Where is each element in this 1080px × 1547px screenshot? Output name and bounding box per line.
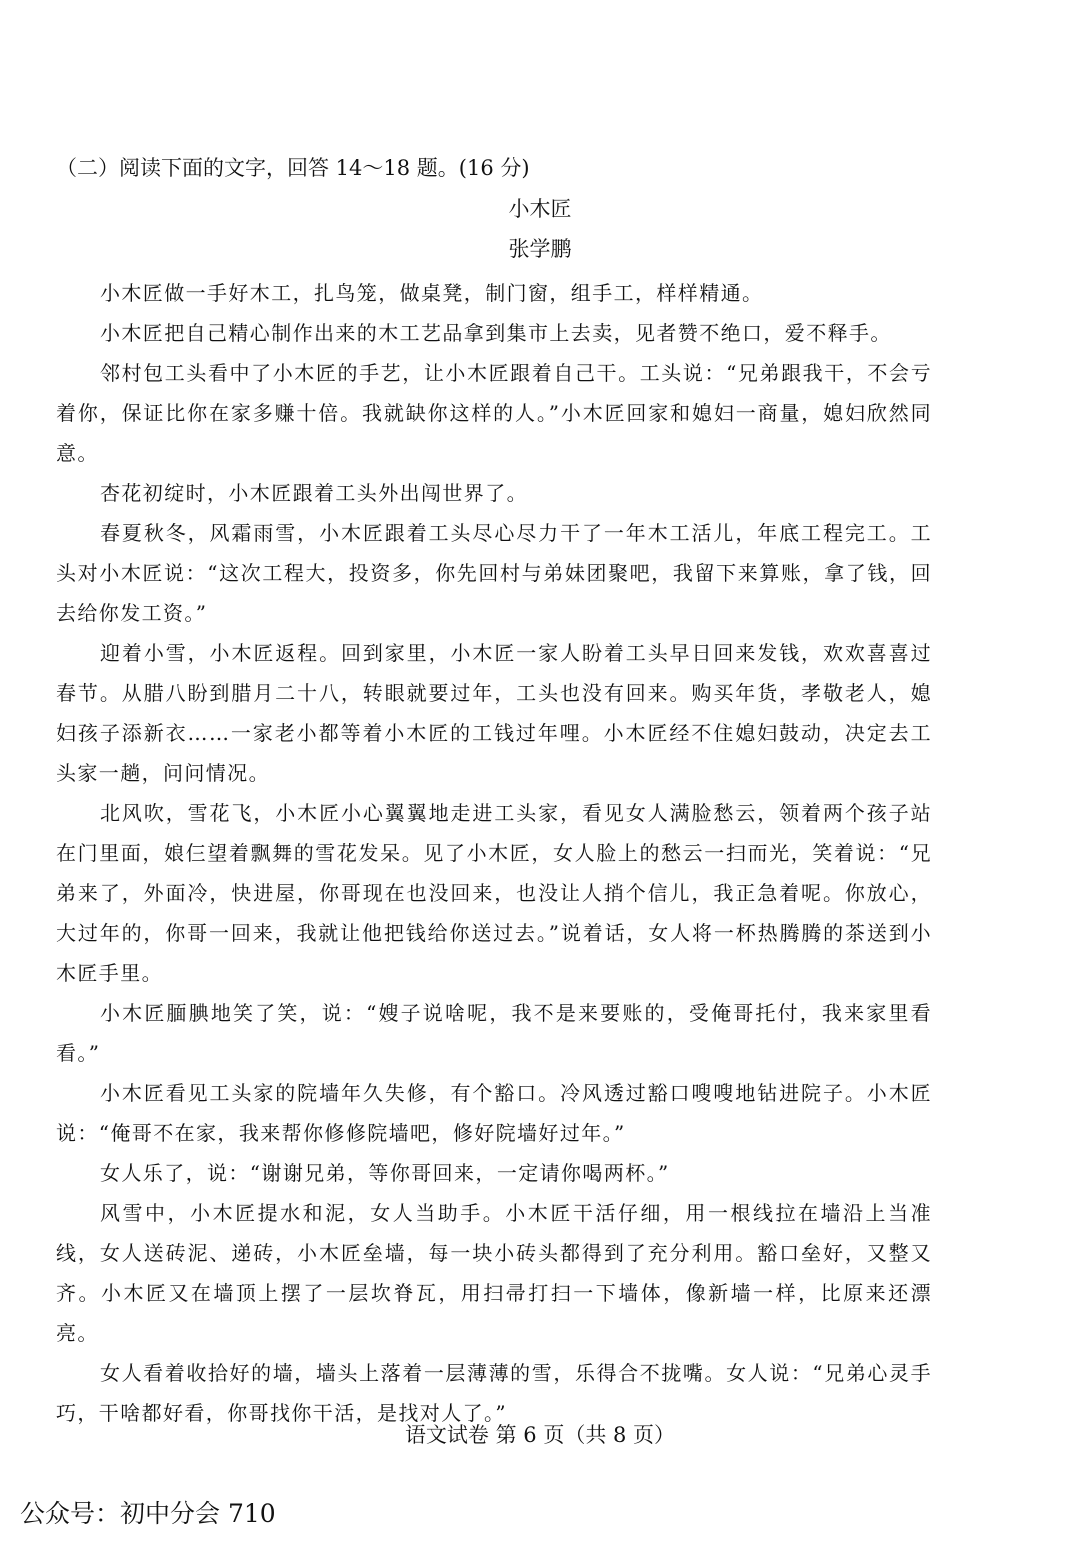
paragraph: 女人乐了，说：“谢谢兄弟，等你哥回来，一定请你喝两杯。” bbox=[100, 1161, 670, 1185]
paragraph: 北风吹，雪花飞，小木匠小心翼翼地走进工头家，看见女人满脸愁云，领着两个孩子站在门里面，娘仨望着飘舞的雪花发呆。见了小木匠，女人脸上的愁云一扫而光，笑着说：“兄弟来了，外面冷，快进屋，你哥现在也没回来，也没让人捎个信儿，我正急着呢。你放心，大过年的，你哥一回来，我就让他把钱给你送过去。”说着话，女人将一杯热腾腾的茶送到小木匠手里。 bbox=[56, 801, 932, 985]
watermark-text: 公众号：初中分会 710 bbox=[20, 1499, 276, 1528]
article-author: 张学鹏 bbox=[508, 237, 572, 261]
paragraph: 小木匠做一手好木工，扎鸟笼，做桌凳，制门窗，组手工，样样精通。 bbox=[100, 281, 764, 305]
paragraph: 迎着小雪，小木匠返程。回到家里，小木匠一家人盼着工头早日回来发钱，欢欢喜喜过春节。从腊八盼到腊月二十八，转眼就要过年，工头也没有回来。购买年货，孝敬老人，媳妇孩子添新衣……一家老小都等着小木匠的工钱过年哩。小木匠经不住媳妇鼓动，决定去工头家一趟，问问情况。 bbox=[56, 641, 932, 785]
article-body bbox=[56, 273, 932, 1433]
article-title: 小木匠 bbox=[508, 197, 572, 221]
paragraph: 杏花初绽时，小木匠跟着工头外出闯世界了。 bbox=[100, 481, 528, 505]
paragraph: 女人看着收拾好的墙，墙头上落着一层薄薄的雪，乐得合不拢嘴。女人说：“兄弟心灵手巧，干啥都好看，你哥找你干活，是找对人了。” bbox=[56, 1361, 932, 1425]
paragraph: 风雪中，小木匠提水和泥，女人当助手。小木匠干活仔细，用一根线拉在墙沿上当准线，女人送砖泥、递砖，小木匠垒墙，每一块小砖头都得到了充分利用。豁口垒好，又整又齐。小木匠又在墙顶上摆了一层坎脊瓦，用扫帚打扫一下墙体，像新墙一样，比原来还漂亮。 bbox=[56, 1201, 932, 1345]
paragraph: 小木匠把自己精心制作出来的木工艺品拿到集市上去卖，见者赞不绝口，爱不释手。 bbox=[100, 321, 892, 345]
paragraph: 春夏秋冬，风霜雨雪，小木匠跟着工头尽心尽力干了一年木工活儿，年底工程完工。工头对小木匠说：“这次工程大，投资多，你先回村与弟妹团聚吧，我留下来算账，拿了钱，回去给你发工资。” bbox=[56, 521, 932, 625]
page-footer: 语文试卷 第 6 页（共 8 页） bbox=[404, 1423, 676, 1447]
paragraph: 小木匠腼腆地笑了笑，说：“嫂子说啥呢，我不是来要账的，受俺哥托付，我来家里看看。” bbox=[56, 1001, 932, 1065]
paragraph: 邻村包工头看中了小木匠的手艺，让小木匠跟着自己干。工头说：“兄弟跟我干，不会亏着你，保证比你在家多赚十倍。我就缺你这样的人。”小木匠回家和媳妇一商量，媳妇欣然同意。 bbox=[56, 361, 932, 465]
section-heading: （二）阅读下面的文字，回答 14～18 题。(16 分) bbox=[56, 156, 530, 180]
paragraph: 小木匠看见工头家的院墙年久失修，有个豁口。冷风透过豁口嗖嗖地钻进院子。小木匠说：“俺哥不在家，我来帮你修修院墙吧，修好院墙好过年。” bbox=[56, 1081, 932, 1145]
